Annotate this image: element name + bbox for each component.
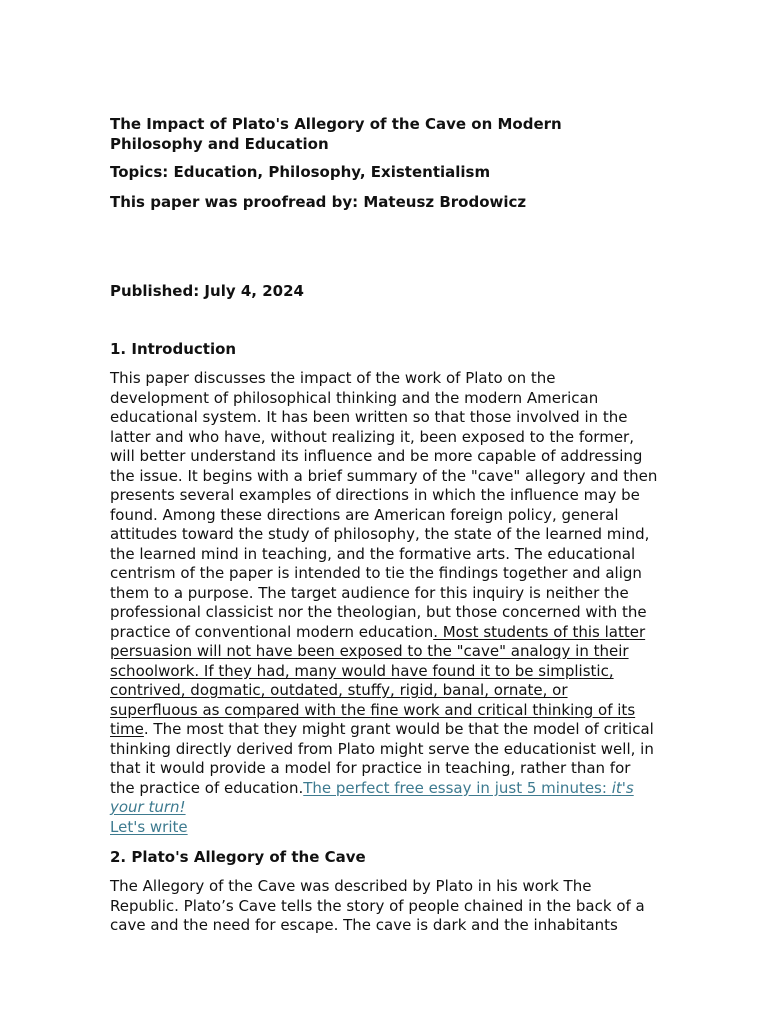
proofread-line: This paper was proofread by: Mateusz Brodowicz — [110, 193, 527, 211]
allegory-paragraph: The Allegory of the Cave was described by Plato in his work The Republic. Plato’s Cave tells the story of people chained in the back of a cave and the need for escape. The cave is dark and the inhabitants — [110, 877, 645, 934]
document-page — [110, 114, 658, 936]
essay-promo-text: The perfect free essay in just 5 minutes: — [303, 778, 612, 797]
intro-text-after: . The most that they might grant would be that the model of critical thinking directly derived from Plato might serve the educationist well, in that it would provide a model for practice in teaching, rather than for the practice of education. — [110, 720, 654, 797]
published-date: Published: July 4, 2024 — [110, 282, 304, 300]
intro-paragraph — [110, 369, 658, 837]
intro-heading: 1. Introduction — [110, 340, 237, 358]
intro-text-underlined: . Most students of this latter persuasion will not have been exposed to the "cave" analogy in their schoolwork. If they had, many would have found it to be simplistic, contrived, dogmatic, outdated, stuffy, rigid, banal, ornate, or superfluous as compared with the fine work and critical thinking of its time — [110, 622, 646, 738]
intro-text-before: This paper discusses the impact of the work of Plato on the development of philosophical thinking and the modern American educational system. It has been written so that those involved in the latter and who have, without realizing it, been exposed to the former, will better understand its influence and be more capable of addressing the issue. It begins with a brief summary of the "cave" allegory and then presents several examples of directions in which the influence may be found. Among these directions are American foreign policy, general attitudes toward the study of philosophy, the state of the learned mind, the learned mind in teaching, and the formative arts. The educational centrism of the paper is intended to tie the findings together and align them to a purpose. The target audience for this inquiry is neither the professional classicist nor the theologian, but those concerned with the practice of conventional modern education — [110, 369, 658, 641]
allegory-heading: 2. Plato's Allegory of the Cave — [110, 848, 366, 866]
lets-write-link: Let's write — [110, 817, 188, 836]
document-title: The Impact of Plato's Allegory of the Cave on Modern Philosophy and Education — [110, 115, 562, 153]
topics-line: Topics: Education, Philosophy, Existentialism — [110, 163, 491, 181]
essay-promo-emphasis: it's your turn! — [110, 778, 634, 816]
